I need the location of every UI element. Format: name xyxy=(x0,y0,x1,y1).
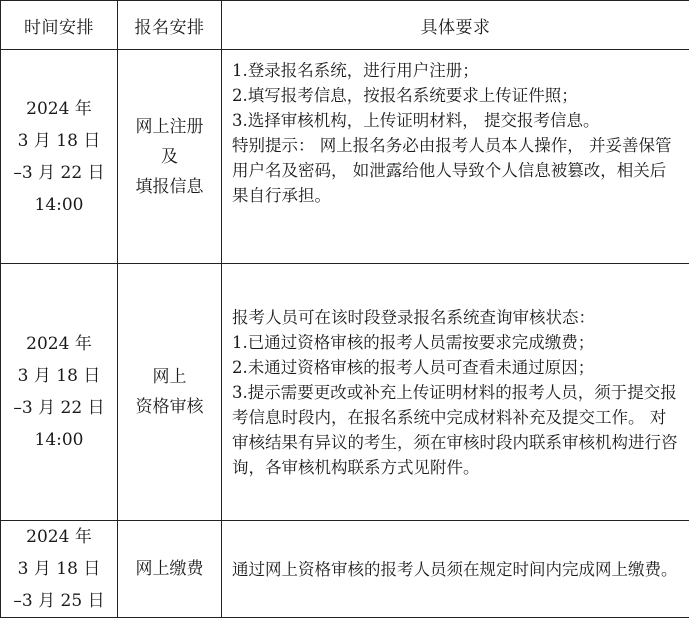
requirement-line: 特别提示： 网上报名务必由报考人员本人操作， 并妥善保管用户名及密码， 如泄露给他人导致个人信息被篡改，相关后果自行承担。 xyxy=(232,133,681,208)
table-row xyxy=(1,264,689,521)
requirement-line: 1.登录报名系统，进行用户注册； xyxy=(232,58,681,83)
requirement-line: 报考人员可在该时段登录报名系统查询审核状态： xyxy=(232,305,681,330)
header-time: 时间安排 xyxy=(1,1,118,50)
arrangement-cell: 网上 资格审核 xyxy=(118,264,222,521)
header-arrangement: 报名安排 xyxy=(118,1,222,50)
header-requirements: 具体要求 xyxy=(222,1,689,50)
requirement-line: 3.提示需要更改或补充上传证明材料的报考人员，须于提交报考信息时段内，在报名系统中完成材料补充及提交工作。 对审核结果有异议的考生，须在审核时段内联系审核机构进行咨询，各审核机构联系方式见附件。 xyxy=(232,380,681,480)
time-cell: 2024 年 3 月 18 日 –3 月 22 日 14:00 xyxy=(1,264,118,521)
requirements-cell xyxy=(222,264,689,521)
requirements-cell xyxy=(222,50,689,264)
table-row xyxy=(1,50,689,264)
requirement-line: 3.选择审核机构，上传证明材料， 提交报考信息。 xyxy=(232,108,681,133)
header-row xyxy=(1,1,689,50)
requirement-line: 通过网上资格审核的报考人员须在规定时间内完成网上缴费。 xyxy=(232,557,681,582)
table-row xyxy=(1,521,689,618)
requirement-line: 2.填写报考信息，按报名系统要求上传证件照； xyxy=(232,83,681,108)
requirement-line: 1.已通过资格审核的报考人员需按要求完成缴费； xyxy=(232,330,681,355)
arrangement-cell: 网上缴费 xyxy=(118,521,222,618)
time-cell: 2024 年 3 月 18 日 –3 月 25 日 xyxy=(1,521,118,618)
arrangement-cell: 网上注册 及 填报信息 xyxy=(118,50,222,264)
requirement-line: 2.未通过资格审核的报考人员可查看未通过原因； xyxy=(232,355,681,380)
time-cell: 2024 年 3 月 18 日 –3 月 22 日 14:00 xyxy=(1,50,118,264)
requirements-cell xyxy=(222,521,689,618)
